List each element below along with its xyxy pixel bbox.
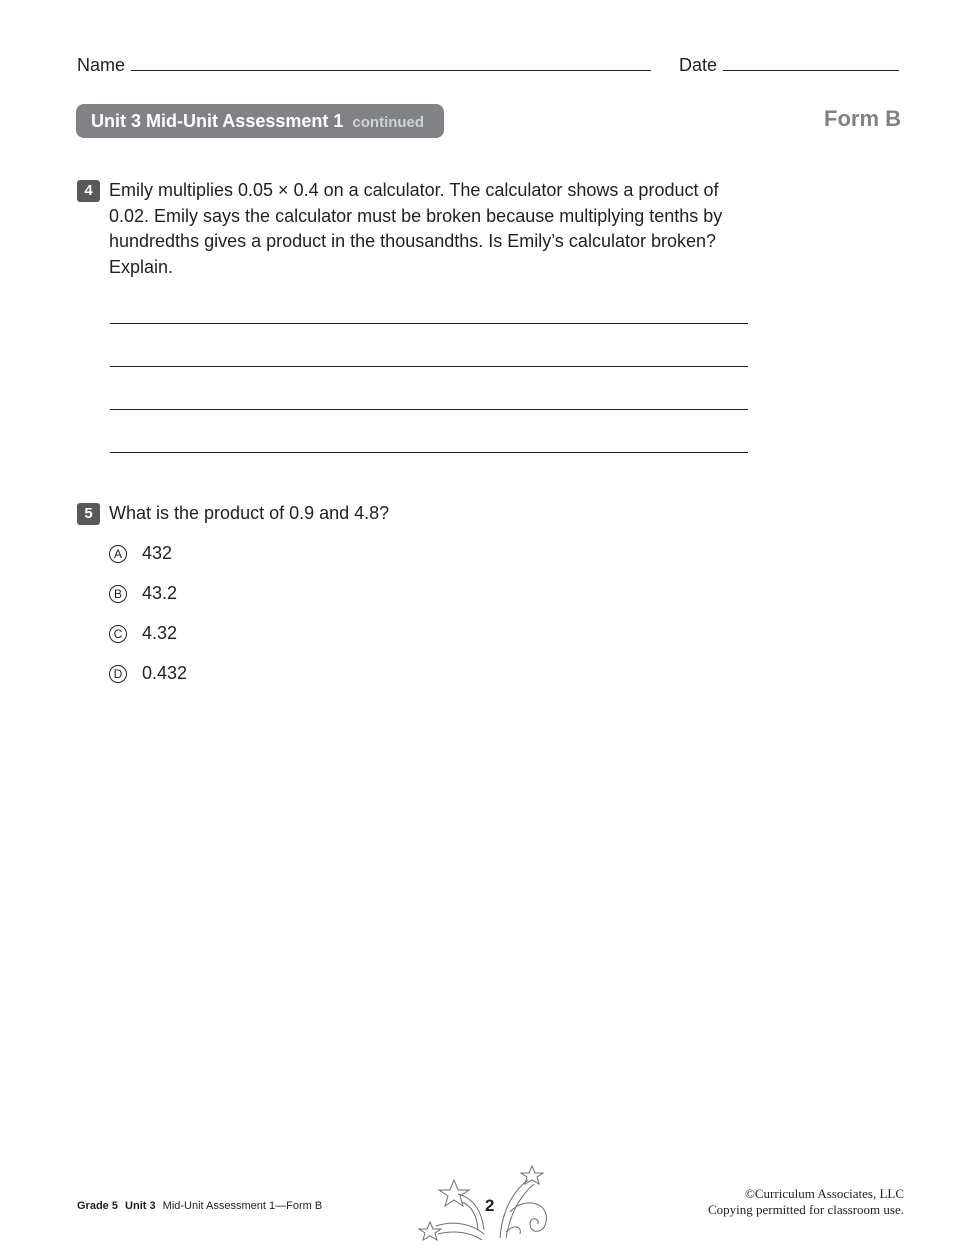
footer-course-info <box>77 1200 322 1212</box>
bubble-d-icon[interactable]: D <box>109 665 127 683</box>
footer-unit: Unit 3 <box>125 1200 156 1212</box>
name-blank[interactable] <box>131 54 651 71</box>
date-field[interactable] <box>679 54 899 76</box>
copyright-notice <box>708 1186 904 1218</box>
choice-value: 0.432 <box>142 663 188 683</box>
choice-value: 4.32 <box>142 623 178 643</box>
question-number-badge: 5 <box>77 503 100 525</box>
page-number: 2 <box>485 1196 495 1215</box>
answer-line-3[interactable] <box>110 409 748 410</box>
question-number-badge: 4 <box>77 180 100 202</box>
date-blank[interactable] <box>723 54 899 71</box>
form-label: Form B <box>824 106 901 131</box>
footer-title: Mid-Unit Assessment 1—Form B <box>162 1200 323 1212</box>
answer-line-2[interactable] <box>110 366 748 367</box>
bubble-c-icon[interactable]: C <box>109 625 127 643</box>
question-text: What is the product of 0.9 and 4.8? <box>109 503 390 523</box>
date-label: Date <box>679 55 718 75</box>
assessment-banner <box>76 104 444 138</box>
permission-text: Copying permitted for classroom use. <box>707 1202 904 1217</box>
copyright-text: ©Curriculum Associates, LLC <box>745 1186 904 1201</box>
choice-b[interactable] <box>109 583 177 604</box>
bubble-a-icon[interactable]: A <box>109 545 127 563</box>
choice-a[interactable] <box>109 543 172 564</box>
footer-grade: Grade 5 <box>77 1200 118 1212</box>
question-text: Emily multiplies 0.05 × 0.4 on a calculator. The calculator shows a product of 0.02. Emily says the calculator must be broken because multiplying tenths by hundredths gives a product in the thousandths. Is Emily’s calculator broken? Explain. <box>109 180 723 277</box>
choice-value: 43.2 <box>142 583 178 603</box>
bubble-b-icon[interactable]: B <box>109 585 127 603</box>
question-4 <box>77 178 739 280</box>
choice-d[interactable] <box>109 663 187 684</box>
name-field[interactable] <box>77 54 651 76</box>
choice-c[interactable] <box>109 623 177 644</box>
name-label: Name <box>77 55 126 75</box>
banner-title: Unit 3 Mid-Unit Assessment 1 <box>91 111 344 131</box>
answer-line-4[interactable] <box>110 452 748 453</box>
choice-value: 432 <box>142 543 173 563</box>
answer-line-1[interactable] <box>110 323 748 324</box>
question-5 <box>77 501 739 527</box>
shooting-stars-icon <box>414 1162 554 1250</box>
banner-suffix: continued <box>352 114 425 131</box>
